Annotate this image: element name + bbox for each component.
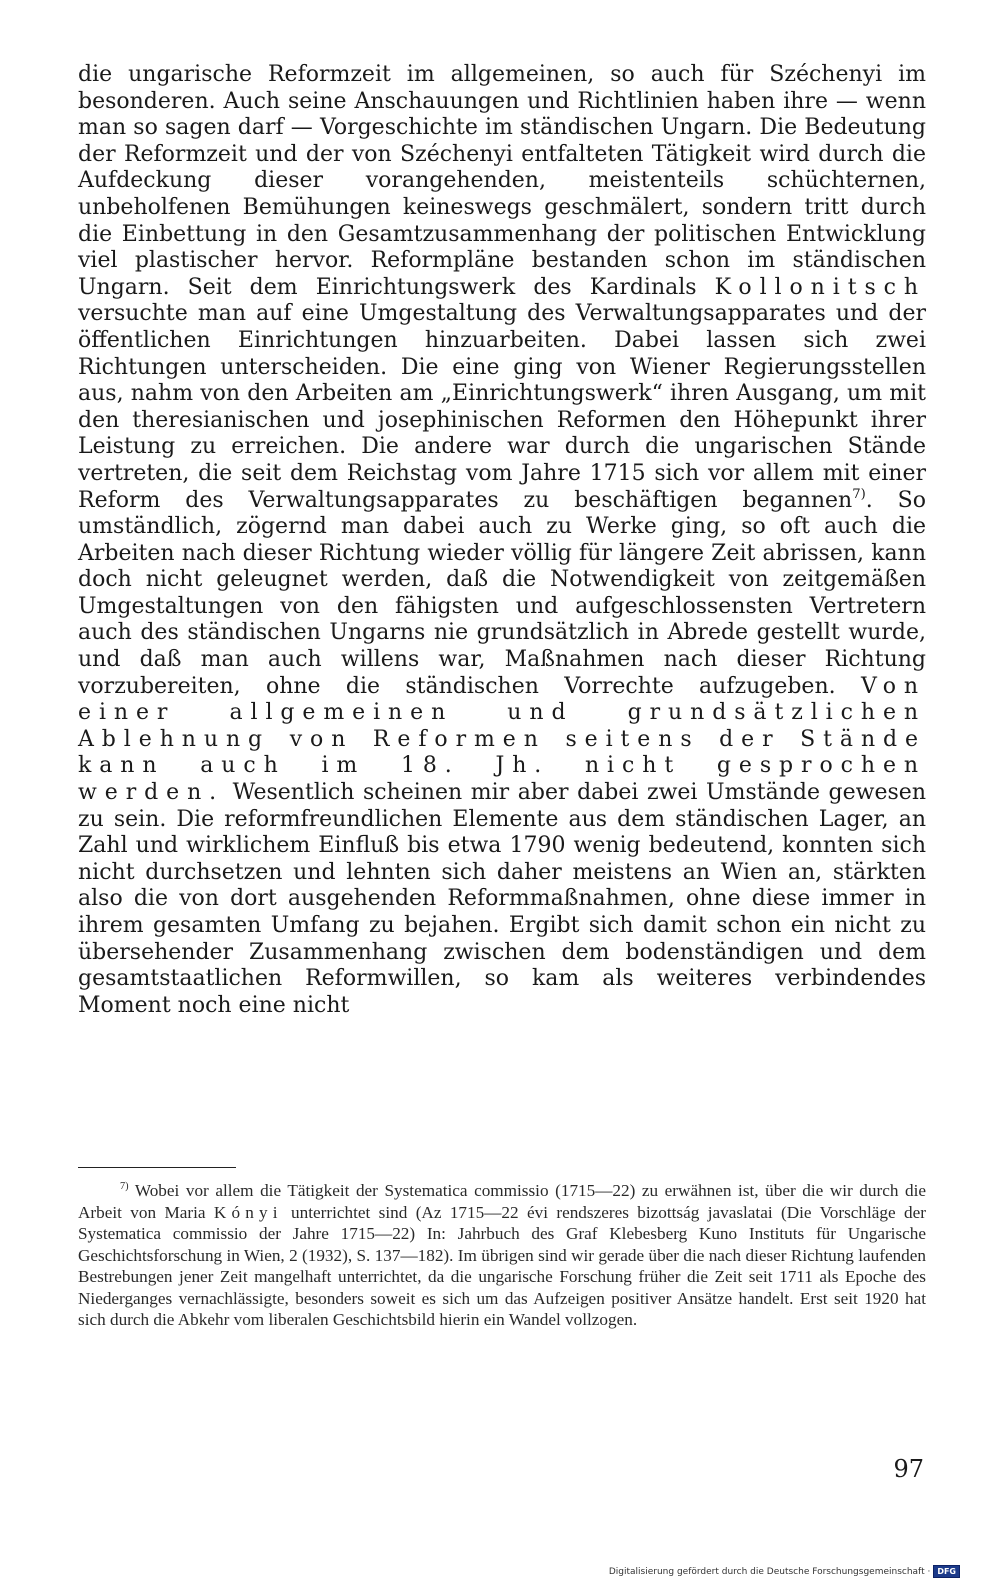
footnote-section	[78, 1180, 926, 1331]
page-body	[78, 62, 926, 1019]
name-kollonitsch: Kollonitsch	[714, 274, 926, 300]
footnote-text-part-1: Wobei vor allem die Tätigkeit der Systematica commissio (1715—22) zu erwähnen ist, über die wir durch die Arbeit von Maria	[78, 1181, 926, 1222]
main-text-part-2: versuchte man auf eine Umgestaltung des Verwaltungsapparates und der öffentlichen Einrichtungen hinzuarbeiten. Dabei lassen sich zwei Richtungen unterscheiden. Die eine ging von Wiener Regierungsstellen aus, nahm von den Arbeiten am „Einrichtungswerk“ ihren Ausgang, um mit den theresianischen und josephinischen Reformen den Höhepunkt ihrer Leistung zu erreichen. Die andere war durch die ungarischen Stände vertreten, die seit dem Reichstag vom Jahre 1715 sich vor allem mit einer Reform des Verwaltungsapparates zu beschäftigen begannen	[78, 301, 926, 513]
footnote-marker: 7)	[120, 1180, 129, 1192]
main-paragraph	[78, 62, 926, 1019]
dfg-logo-icon: DFG	[933, 1565, 960, 1578]
credit-text: Digitalisierung gefördert durch die Deutsche Forschungsgemeinschaft ·	[608, 1566, 931, 1577]
main-text-part-1: die ungarische Reformzeit im allgemeinen, so auch für Széchenyi im besonderen. Auch seine Anschauungen und Richtlinien haben ihre — wenn man so sagen darf — Vorgeschichte im ständischen Ungarn. Die Bedeutung der Reformzeit und der von Széchenyi entfalteten Tätigkeit wird durch die Aufdeckung dieser vorangehenden, meistenteils schüchternen, unbeholfenen Bemühungen keineswegs geschmälert, sondern tritt durch die Einbettung in den Gesamtzusammenhang der politischen Entwicklung viel plastischer hervor. Reformpläne bestanden schon im ständischen Ungarn. Seit dem Einrichtungswerk des Kardinals	[78, 62, 926, 300]
emphasized-sentence: Von einer allgemeinen und grundsätzlichen Ablehnung von Reformen seitens der Stände kann auch im 18. Jh. nicht gesprochen werden.	[78, 673, 926, 806]
footnote-divider	[78, 1167, 236, 1168]
footnote-text-part-2: unterrichtet sind (Az 1715—22 évi rendszeres bizottság javaslatai (Die Vorschläge der Systematica commissio der Jahre 1715—22) In: Jahrbuch des Graf Klebesberg Kuno Instituts für Ungarische Geschichtsforschung in Wien, 2 (1932), S. 137—182). Im übrigen sind wir gerade über die nach dieser Richtung laufenden Bestrebungen jener Zeit mangelhaft unterrichtet, da die ungarische Forschung früher die Zeit seit 1711 als Epoche des Niederganges vernachlässigte, besonders soweit es sich um das Aufzeigen positiver Ansätze handelt. Erst seit 1920 hat sich durch die Abkehr vom liberalen Geschichtsbild hierin ein Wandel vollzogen.	[78, 1202, 926, 1329]
digitization-credit	[609, 1565, 960, 1578]
footnote-7	[78, 1180, 926, 1331]
main-text-part-3: . So umständlich, zögernd man dabei auch zu Werke ging, so oft auch die Arbeiten nach dieser Richtung wieder völlig für längere Zeit abrissen, kann doch nicht geleugnet werden, daß die Notwendigkeit von zeitgemäßen Umgestaltungen von den fähigsten und aufgeschlossensten Vertretern auch des ständischen Ungarns nie grundsätzlich in Abrede gestellt wurde, und daß man auch willens war, Maßnahmen nach dieser Richtung vorzubereiten, ohne die ständischen Vorrechte aufzugeben.	[78, 487, 926, 699]
name-konyi: Kónyi	[213, 1202, 283, 1222]
footnote-reference: 7)	[852, 486, 866, 502]
main-text-part-4: Wesentlich scheinen mir aber dabei zwei Umstände gewesen zu sein. Die reformfreundlichen Elemente aus dem ständischen Lager, an Zahl und wirklichem Einfluß bis etwa 1790 wenig bedeutend, konnten sich nicht durchsetzen und lehnten sich daher meistens an Wien an, stärkten also die von dort ausgehenden Reformmaßnahmen, ohne diese immer in ihrem gesamten Umfang zu bejahen. Ergibt sich damit schon ein nicht zu übersehender Zusammenhang zwischen dem bodenständigen und dem gesamtstaatlichen Reformwillen, so kam als weiteres verbindendes Moment noch eine nicht	[78, 780, 926, 1018]
page-number: 97	[893, 1455, 924, 1483]
